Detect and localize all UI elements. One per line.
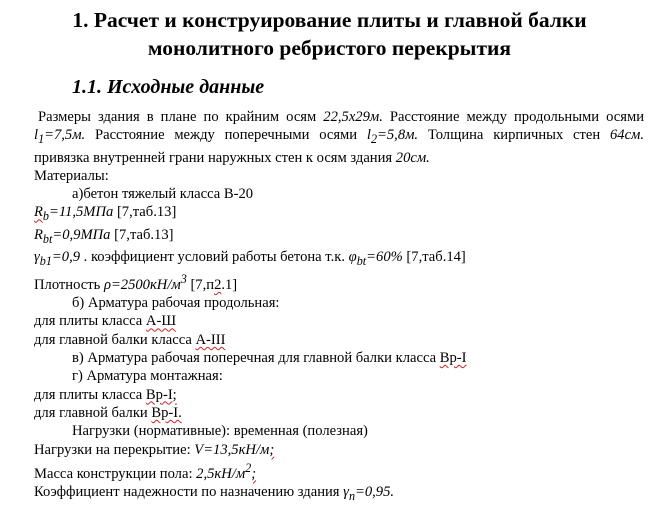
text-run: Расстояние между продольными осями (382, 109, 644, 125)
floor-mass-line (34, 459, 644, 483)
section-heading (0, 0, 659, 62)
rebar-class: Вр-I (439, 350, 467, 367)
dimensions-value: 22,5х29м. (323, 109, 383, 125)
floor-load-line (34, 441, 644, 459)
text-run: Нагрузки на перекрытие: (34, 441, 195, 458)
gamma-symbol: γ (34, 248, 40, 265)
rebar-mounting-label: г) Арматура монтажная: (72, 368, 223, 385)
subscript: b1 (39, 253, 52, 268)
subscript: 1 (38, 132, 45, 147)
rbt-line (34, 226, 644, 248)
text-run: для плиты класса (34, 386, 146, 403)
text-run: . коэффициент условий работы бетона т.к. (80, 248, 349, 265)
rebar-class: Вр-I. (151, 404, 182, 421)
wall-thickness-value: 64см. (609, 127, 645, 144)
density-line (34, 270, 644, 294)
superscript: 3 (180, 272, 187, 286)
density-value: ρ=2500кН/м (103, 276, 181, 293)
rb-symbol: R (34, 204, 43, 221)
rebar-slab-line (34, 312, 644, 330)
reference: .1] (221, 276, 238, 293)
reference: [7,таб.13] (110, 226, 174, 243)
rb-line (34, 203, 644, 225)
subscript: bt (42, 231, 53, 246)
rebar-longitudinal-label: б) Арматура рабочая продольная: (72, 295, 280, 312)
gamma-n-symbol: γ (343, 483, 349, 500)
text-run: ; (269, 441, 275, 458)
l1-symbol (34, 127, 86, 147)
text-run: Расстояние между поперечными осями (85, 127, 367, 144)
l2-symbol (366, 127, 419, 147)
rebar-transverse-line (34, 349, 644, 367)
superscript: 2 (245, 460, 252, 475)
building-dimensions-paragraph (34, 108, 644, 167)
gamma-line (34, 248, 644, 270)
subscript: b (42, 209, 49, 224)
phi-value: =60% (366, 248, 403, 265)
reference: [7,таб.13] (113, 204, 177, 221)
reference: [7,п (186, 276, 215, 293)
loads-label: Нагрузки (нормативные): временная (полезная) (72, 423, 368, 440)
symbol: l (366, 127, 371, 144)
value: =5,8м. (377, 127, 419, 144)
text-run: для главной балки класса (34, 331, 196, 348)
rb-value: =11,5МПа (49, 204, 114, 221)
subscript: bt (356, 253, 367, 268)
mount-slab-line (34, 386, 644, 404)
rebar-class: Вр-I; (145, 386, 177, 403)
text-run: привязка внутренней грани наружных стен к осям здания (34, 149, 396, 166)
binding-value: 20см. (395, 149, 430, 166)
rbt-value: =0,9МПа (52, 226, 111, 243)
mount-beam-line (34, 404, 644, 422)
heading-line-2: монолитного ребристого перекрытия (147, 36, 512, 60)
text-run: Коэффициент надежности по назначению здания (34, 483, 344, 500)
subscript: n (348, 488, 356, 503)
text-run: Масса конструкции пола: (34, 465, 197, 482)
reliability-line (34, 483, 644, 505)
reliability-value: =0,95. (355, 483, 395, 500)
subscript: 2 (370, 132, 378, 147)
text-run: в) Арматура рабочая поперечная для главной балки класса (72, 350, 440, 367)
symbol: l (34, 127, 39, 144)
phi-symbol: φ (348, 248, 357, 265)
concrete-class-line: а)бетон тяжелый класса В-20 (72, 186, 254, 203)
text-run: Размеры здания в плане по крайним осям (38, 109, 324, 125)
heading-line-1: 1. Расчет и конструирование плиты и главной балки (72, 8, 587, 32)
text-run: для плиты класса (34, 313, 146, 330)
gamma-value: =0,9 (51, 248, 81, 265)
text-run: ; (251, 465, 257, 482)
subsection-heading: 1.1. Исходные данные (72, 76, 265, 98)
materials-label: Материалы: (34, 167, 109, 184)
document-body (34, 108, 644, 505)
reference: 2 (214, 276, 222, 293)
rbt-symbol: R (34, 226, 43, 243)
rebar-class: А-III (195, 331, 226, 348)
rebar-beam-line (34, 331, 644, 349)
text-run: для главной балки (34, 404, 152, 421)
floor-mass-value: 2,5кН/м (196, 465, 246, 482)
density-label: Плотность (34, 276, 104, 293)
rebar-class: А-Ш (145, 313, 177, 330)
reference: [7,таб.14] (402, 248, 466, 265)
text-run: Толщина кирпичных стен (418, 127, 610, 144)
value: =7,5м. (44, 127, 86, 144)
floor-load-value: V=13,5кН/м (194, 441, 270, 458)
